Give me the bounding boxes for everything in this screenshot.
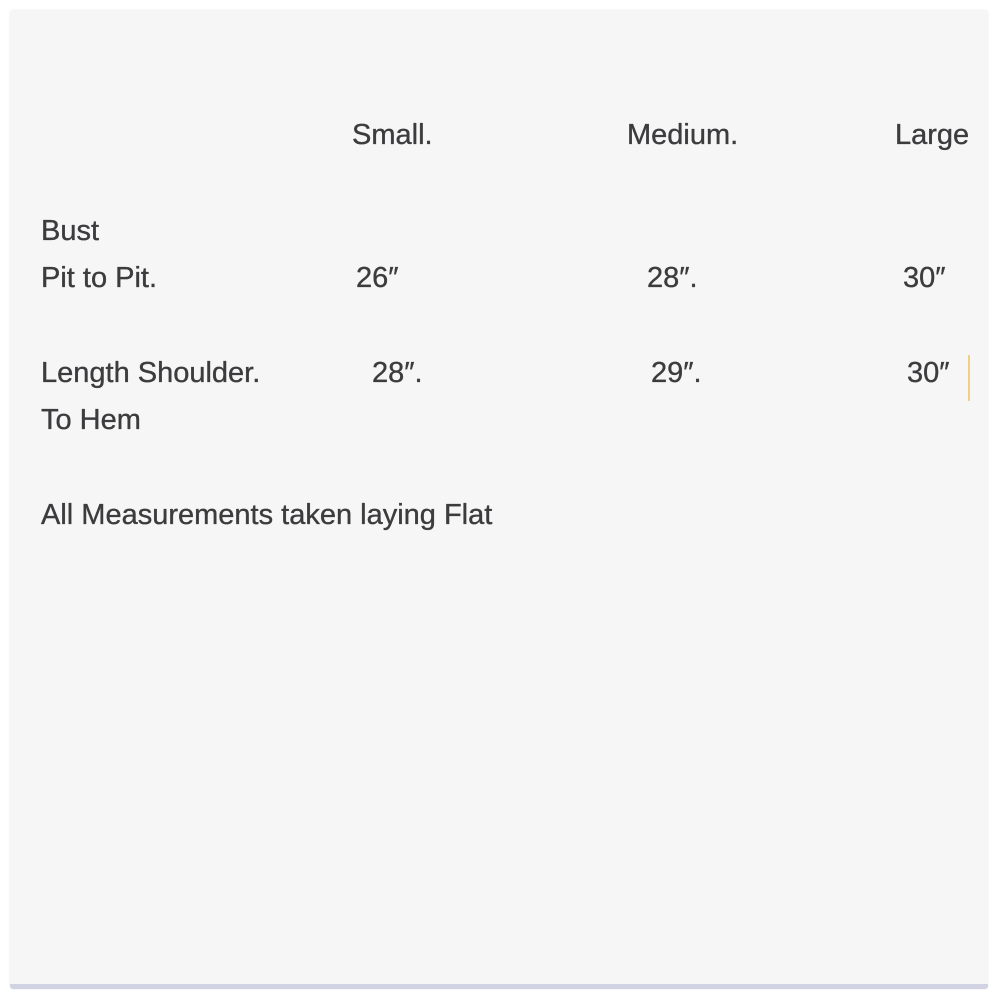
header-small: Small. [352, 119, 433, 151]
header-large: Large [895, 119, 970, 151]
row-bust-label-line2: Pit to Pit. [41, 262, 158, 294]
row-bust-medium-value: 28″. [647, 262, 698, 294]
row-bust-large-value: 30″ [903, 262, 946, 294]
row-bust-label-line1: Bust [41, 215, 100, 247]
text-cursor[interactable] [968, 355, 970, 401]
header-medium: Medium. [627, 119, 739, 151]
row-length-small-value: 28″. [372, 357, 423, 389]
row-length-label-line1: Length Shoulder. [41, 357, 261, 389]
row-length-large-value: 30″ [907, 357, 950, 389]
row-length-medium-value: 29″. [651, 357, 702, 389]
note-page [10, 10, 988, 989]
row-length-label-line2: To Hem [41, 404, 141, 436]
footnote: All Measurements taken laying Flat [41, 499, 493, 531]
row-bust-small-value: 26″ [356, 262, 399, 294]
